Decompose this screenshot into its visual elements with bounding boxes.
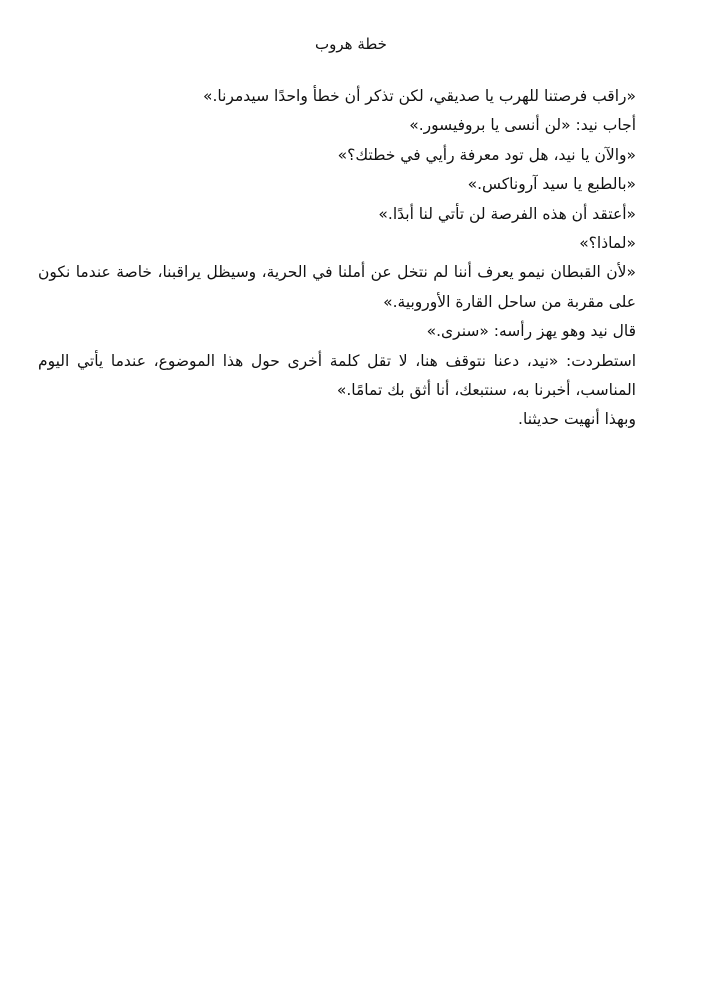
paragraph: استطردت: «نيد، دعنا نتوقف هنا، لا تقل كلمة أخرى حول هذا الموضوع، عندما يأتي اليوم المناسب، أخبرنا به، سنتبعك، أنا أثق بك تمامًا.»	[38, 351, 636, 400]
paragraph: «بالطبع يا سيد آروناكس.»	[467, 175, 636, 194]
paragraph: وبهذا أنهيت حديثنا.	[518, 410, 636, 429]
paragraph: «لأن القبطان نيمو يعرف أننا لم نتخل عن أملنا في الحرية، وسيظل يراقبنا، خاصة عندما نكون على مقربة من ساحل القارة الأوروبية.»	[38, 263, 636, 311]
paragraph: أجاب نيد: «لن أنسى يا بروفيسور.»	[409, 116, 636, 135]
paragraph: «أعتقد أن هذه الفرصة لن تأتي لنا أبدًا.»	[378, 204, 636, 223]
paragraph: قال نيد وهو يهز رأسه: «سنرى.»	[426, 322, 636, 341]
dialogue-body	[38, 82, 664, 435]
paragraph: «راقب فرصتنا للهرب يا صديقي، لكن تذكر أن خطأ واحدًا سيدمرنا.»	[202, 87, 636, 105]
page-title: خطة هروب	[315, 35, 387, 53]
paragraph: «لماذا؟»	[579, 234, 636, 253]
paragraph: «والآن يا نيد، هل تود معرفة رأيي في خطتك؟»	[337, 145, 636, 164]
